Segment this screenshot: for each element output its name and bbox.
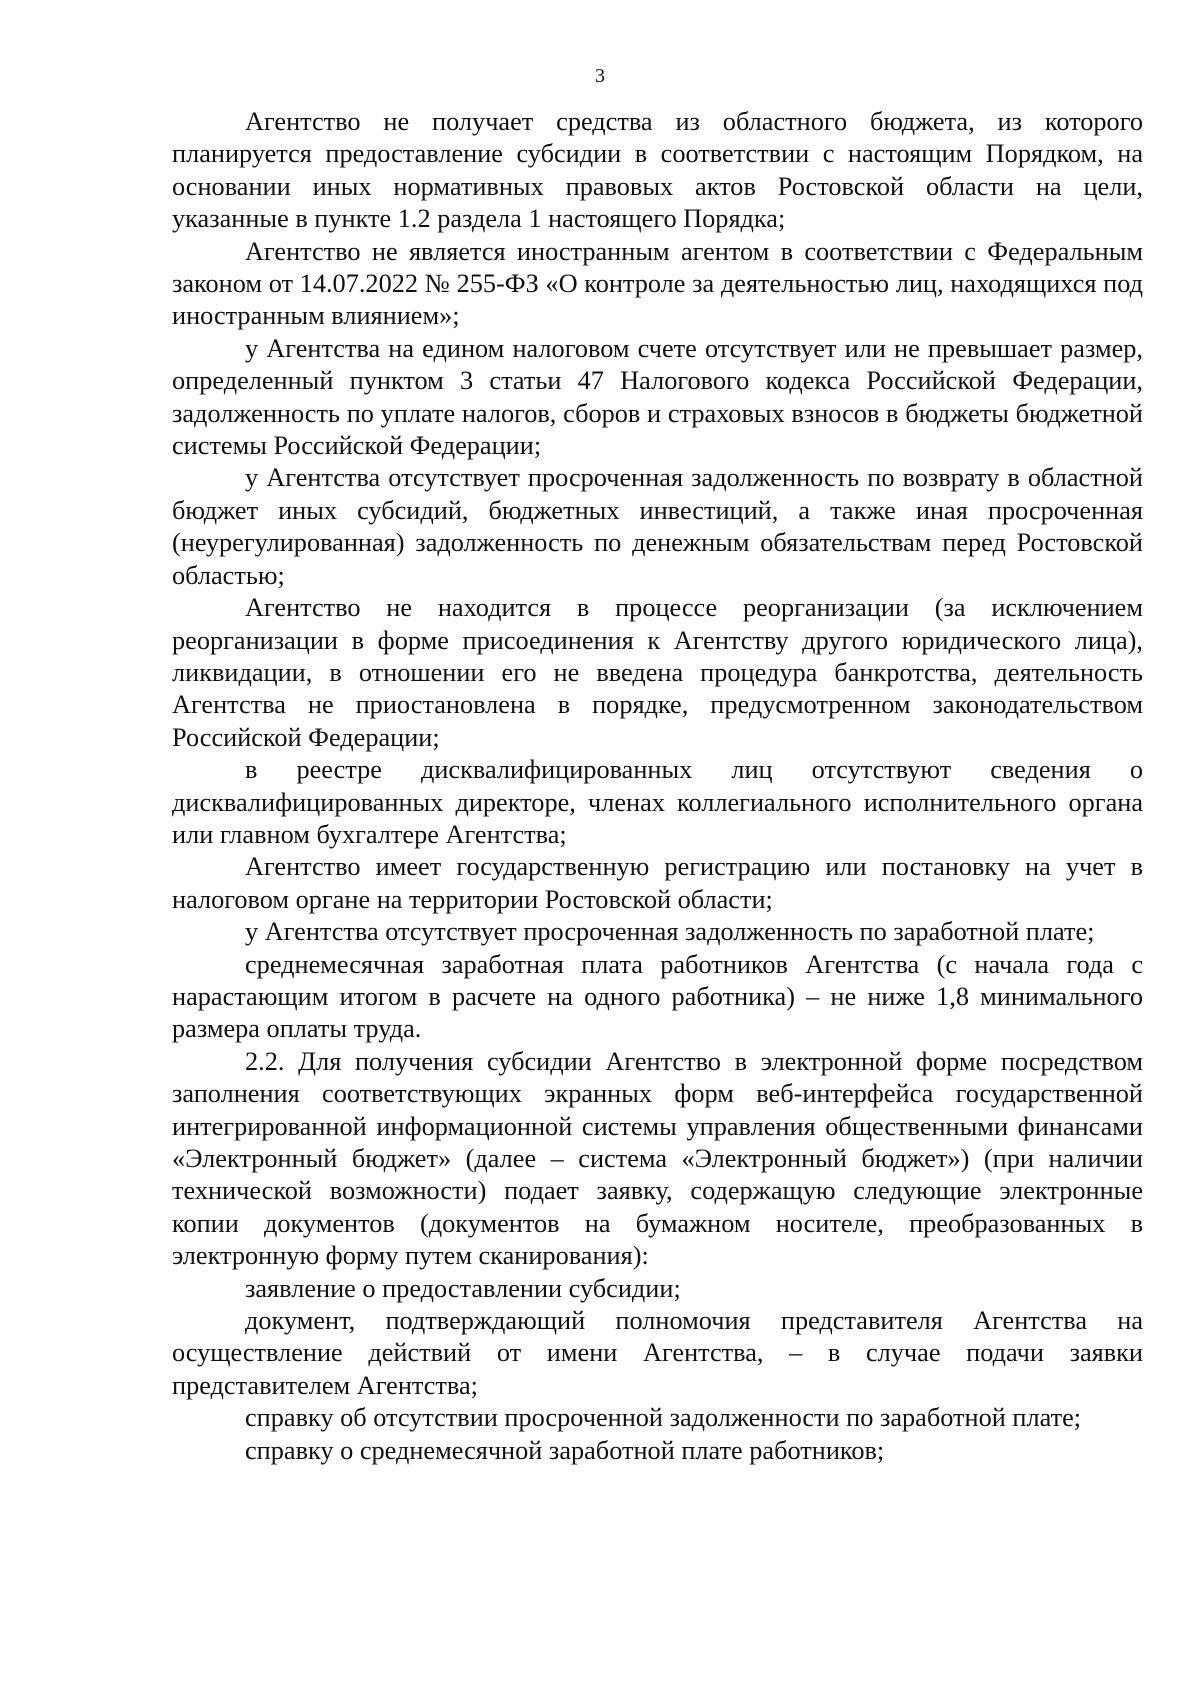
paragraph: Агентство не является иностранным агентом в соответствии с Федеральным законом от 14.07.2022 № 255-ФЗ «О контроле за деятельностью лиц, находящихся под иностранным влиянием»; bbox=[172, 236, 1143, 331]
page-number: 3 bbox=[595, 65, 605, 87]
paragraph: в реестре дисквалифицированных лиц отсутствуют сведения о дисквалифицированных директоре, членах коллегиального исполнительного органа или главном бухгалтере Агентства; bbox=[172, 755, 1143, 849]
section-paragraph: 2.2. Для получения субсидии Агентство в электронной форме посредством заполнения соответствующих экранных форм веб-интерфейса государственной интегрированной информационной системы управления общественными финансами «Электронный бюджет» (далее – система «Электронный бюджет») (при наличии технической возможности) подает заявку, содержащую следующие электронные копии документов (документов на бумажном носителе, преобразованных в электронную форму путем сканирования): bbox=[172, 1046, 1143, 1271]
paragraph: Агентство не находится в процессе реорганизации (за исключением реорганизации в форме присоединения к Агентству другого юридического лица), ликвидации, в отношении его не введена процедура банкротства, деятельность Агентства не приостановлена в порядке, предусмотренном законодательством Российской Федерации; bbox=[172, 593, 1143, 752]
list-item: документ, подтверждающий полномочия представителя Агентства на осуществление действий от имени Агентства, – в случае подачи заявки представителем Агентства; bbox=[172, 1306, 1143, 1400]
list-item: справку об отсутствии просроченной задолженности по заработной плате; bbox=[245, 1403, 1082, 1433]
paragraph: у Агентства отсутствует просроченная задолженность по заработной плате; bbox=[245, 917, 1095, 947]
paragraph: Агентство не получает средства из областного бюджета, из которого планируется предоставление субсидии в соответствии с настоящим Порядком, на основании иных нормативных правовых актов Ростовской области на цели, указанные в пункте 1.2 раздела 1 настоящего Порядка; bbox=[172, 107, 1143, 234]
paragraph: среднемесячная заработная плата работников Агентства (с начала года с нарастающим итогом в расчете на одного работника) – не ниже 1,8 минимального размера оплаты труда. bbox=[172, 949, 1143, 1044]
document-body bbox=[172, 106, 1143, 1467]
paragraph: у Агентства отсутствует просроченная задолженность по возврату в областной бюджет иных субсидий, бюджетных инвестиций, а также иная просроченная (неурегулированная) задолженность по денежным обязательствам перед Ростовской областью; bbox=[172, 463, 1143, 590]
list-item: заявление о предоставлении субсидии; bbox=[245, 1273, 681, 1303]
paragraph: Агентство имеет государственную регистрацию или постановку на учет в налоговом органе на территории Ростовской области; bbox=[172, 852, 1143, 914]
list-item: справку о среднемесячной заработной плате работников; bbox=[245, 1435, 885, 1465]
paragraph: у Агентства на едином налоговом счете отсутствует или не превышает размер, определенный пунктом 3 статьи 47 Налогового кодекса Российской Федерации, задолженность по уплате налогов, сборов и страховых взносов в бюджеты бюджетной системы Российской Федерации; bbox=[172, 333, 1143, 461]
